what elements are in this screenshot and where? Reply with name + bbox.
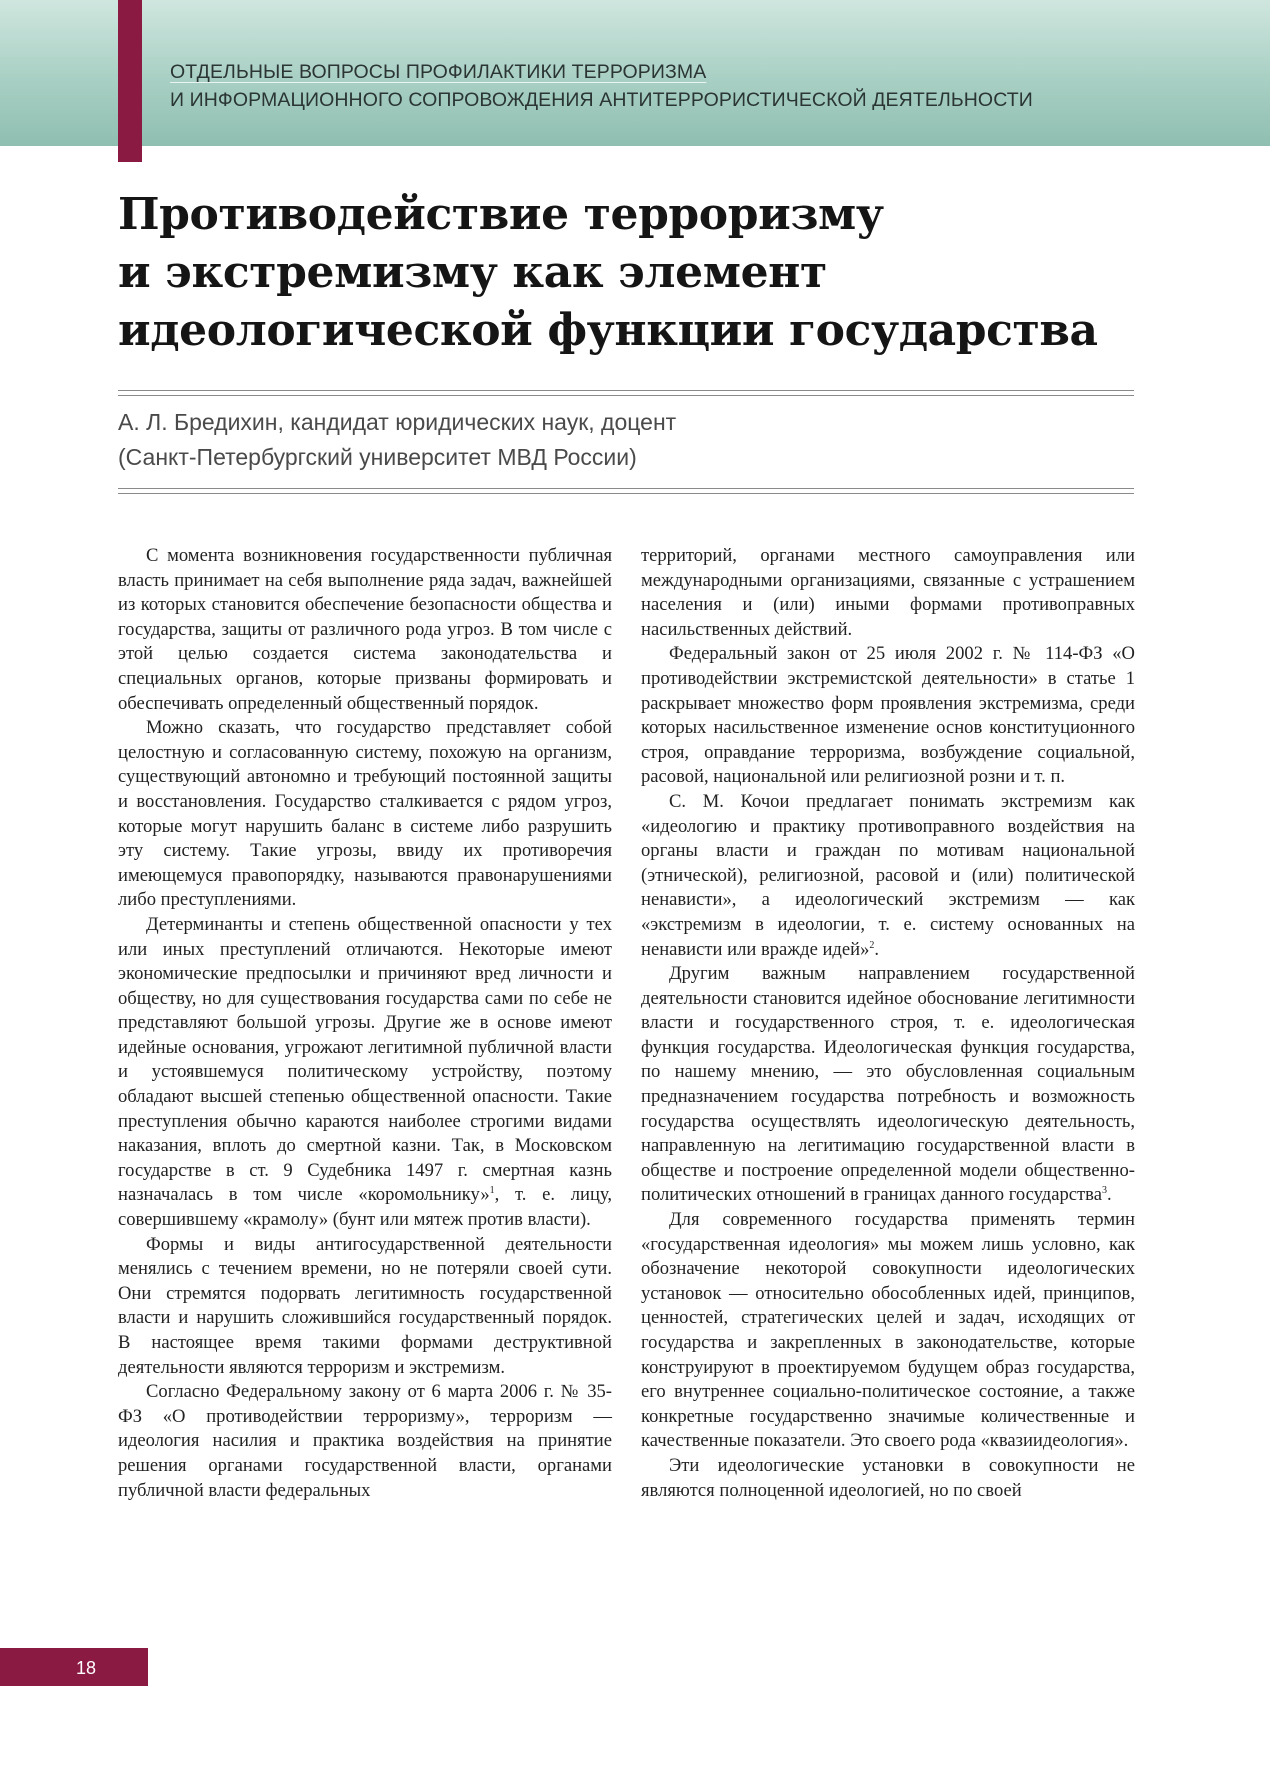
body-column-right [641, 544, 1135, 1503]
paragraph: Согласно Федеральному закону от 6 марта 2006 г. № 35-ФЗ «О противодействии терроризму», терроризм — идеология насилия и практика воздействия на принятие решения органами государственной власти, органами публичной власти федеральных [118, 1381, 612, 1501]
footnote-ref-3: 3 [1101, 1185, 1107, 1197]
paragraph-text: С. М. Кочои предлагает понимать экстремизм как «идеологию и практику противоправного воздействия на органы власти и граждан по мотивам национальной (этнической), религиозной, расовой и (или) политической ненависти», а идеологический экстремизм — как «экстремизм в идеологии, т. е. систему основанных на ненависти или вражде идей» [641, 790, 1135, 960]
body-column-left [118, 544, 612, 1503]
paragraph [641, 962, 1135, 1208]
paragraph: Федеральный закон от 25 июля 2002 г. № 114-ФЗ «О противодействии экстремистской деятельности» в статье 1 раскрывает множество форм проявления экстремизма, среди которых насильственное изменение основ конституционного строя, оправдание терроризма, возбуждение социальной, расовой, национальной или религиозной розни и т. п. [641, 643, 1135, 788]
author-block [118, 405, 1118, 475]
rubric-line-1: ОТДЕЛЬНЫЕ ВОПРОСЫ ПРОФИЛАКТИКИ ТЕРРОРИЗМА [170, 61, 707, 83]
paragraph: Формы и виды антигосударственной деятельности менялись с течением времени, но не потеряли своей сути. Они стремятся подорвать легитимность государственной власти и нарушить сложившийся государственный порядок. В настоящее время такими формами деструктивной деятельности являются терроризм и экстремизм. [118, 1233, 612, 1378]
section-rubric [170, 58, 1170, 114]
title-line-3: идеологической функции государства [118, 305, 1098, 356]
title-line-1: Противодействие терроризму [118, 189, 884, 240]
paragraph [118, 913, 612, 1233]
paragraph: Эти идеологические установки в совокупности не являются полноценной идеологией, но по своей [641, 1454, 1135, 1501]
paragraph-text: . [874, 938, 880, 960]
footnote-ref-2: 2 [869, 939, 875, 951]
footnote-ref-1: 1 [489, 1185, 495, 1197]
paragraph: Для современного государства применять термин «государственная идеология» мы можем лишь условно, как обозначение некоторой совокупности идеологических установок — относительно обособленных идей, принципов, ценностей, стратегических целей и задач, исходящих от государства и закрепленных в законодательстве, которые конструируют в проектируемом будущем образ государства, его внутреннее социально-политическое состояние, а также конкретные государственно значимые количественные и качественные показатели. Это своего рода «квазиидеология». [641, 1209, 1135, 1452]
title-line-2: и экстремизму как элемент [118, 247, 827, 298]
paragraph-text: Другим важным направлением государственной деятельности становится идейное обоснование легитимности власти и государственного строя, т. е. идеологическая функция государства. Идеологическая функция государства, по нашему мнению, — это обусловленная социальным предназначением государства потребность и возможность государства осуществлять идеологическую деятельность, направленную на легитимацию государственной власти в обществе и построение определенной модели общественно-политических отношений в границах данного государства [641, 963, 1135, 1206]
page-number: 18 [76, 1658, 97, 1678]
paragraph: С момента возникновения государственности публичная власть принимает на себя выполнение ряда задач, важнейшей из которых становится обеспечение безопасности общества и государства, защиты от различного рода угроз. В том числе с этой целью создается система законодательства и специальных органов, которые призваны формировать и обеспечивать определенный общественный порядок. [118, 545, 612, 714]
author-affiliation: (Санкт-Петербургский университет МВД России) [118, 444, 637, 470]
divider-top [118, 390, 1134, 396]
paragraph: территорий, органами местного самоуправления или международными организациями, связанные с устрашением населения и (или) иными формами противоправных насильственных действий. [641, 545, 1135, 640]
paragraph-text: , т. е. лицу, совершившему «крамолу» (бунт или мятеж против власти). [118, 1184, 612, 1231]
rubric-line-2: И ИНФОРМАЦИОННОГО СОПРОВОЖДЕНИЯ АНТИТЕРРОРИСТИЧЕСКОЙ ДЕЯТЕЛЬНОСТИ [170, 89, 1033, 111]
page-number-box [0, 1648, 148, 1686]
paragraph: Можно сказать, что государство представляет собой целостную и согласованную систему, похожую на организм, существующий автономно и требующий постоянной защиты и восстановления. Государство сталкивается с рядом угроз, которые могут нарушить баланс в системе либо разрушить эту систему. Такие угрозы, ввиду их противоречия имеющемуся правопорядку, называются правонарушениями либо преступлениями. [118, 717, 612, 911]
paragraph-text: Детерминанты и степень общественной опасности у тех или иных преступлений отличаются. Некоторые имеют экономические предпосылки и причиняют вред личности и обществу, но для существования государства сами по себе не представляют большой угрозы. Другие же в основе имеют идейные основания, угрожают легитимной публичной власти и устоявшемуся политическому устройству, поэтому обладают высшей степенью общественной опасности. Такие преступления обычно караются наиболее строгими видами наказания, вплоть до смертной казни. Так, в Московском государстве в ст. 9 Судебника 1497 г. смертная казнь назначалась в том числе «коромольнику» [118, 913, 612, 1206]
paragraph-text: . [1106, 1184, 1112, 1206]
article-title [118, 186, 1138, 360]
paragraph [641, 790, 1135, 962]
divider-bottom [118, 488, 1134, 494]
author-name: А. Л. Бредихин, кандидат юридических наук, доцент [118, 409, 677, 435]
accent-bar [118, 0, 142, 162]
